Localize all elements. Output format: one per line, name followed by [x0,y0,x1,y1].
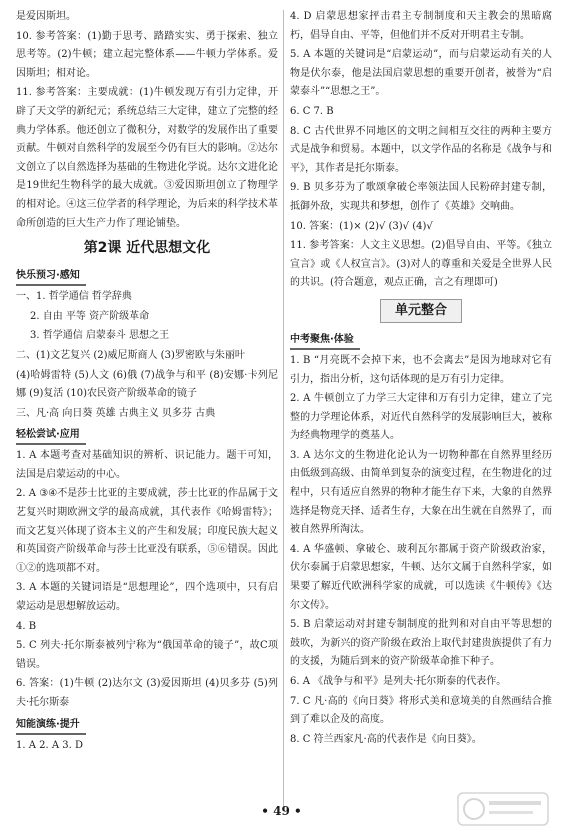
section-heading-practice: 知能演练·提升 [16,717,86,735]
answer-item: 6. 答案：(1)牛顿 (2)达尔文 (3)爱因斯坦 (4)贝多芬 (5)列夫·托尔斯泰 [16,678,278,708]
answer-item: 1. A 本题考查对基础知识的辨析、识记能力。题干可知，法国是启蒙运动的中心。 [16,450,278,480]
column-divider [283,10,284,810]
answer-10: 10. 参考答案：(1)勤于思考、踏踏实实、勇于探索、独立思考等。(2)牛顿；建立起完整体系——牛顿力学体系。爱因斯坦；相对论。 [16,30,278,79]
section-heading-exam: 中考聚焦·体验 [290,332,360,350]
answer-item: 5. B 启蒙运动对封建专制制度的批判和对自由平等思想的鼓吹，为新兴的资产阶级在政治上取代封建贵族提供了有力的支援，为随后到来的资产阶级革命推下种子。 [290,619,552,668]
answer-item: 2. A 牛顿创立了力学三大定律和万有引力定律，建立了完整的力学理论体系，对近代自然科学的发展影响巨大，被称为经典物理学的奠基人。 [290,393,552,442]
answer-item: 4. B [16,620,37,632]
answer-item: 3. A 达尔文的生物进化论认为一切物种都在自然界里经历由低级到高级、由简单到复杂的演变过程，在生物进化的过程中，只有适应自然界的物种才能生存下来，大象的自然界选择是物竞天择、适者生存，大象在出生就在自然界了，而被自然界所淘汰。 [290,449,552,536]
answer-item: 5. A 本题的关键词是“启蒙运动”，而与启蒙运动有关的人物是伏尔泰，他是法国启蒙思想的重要开创者，被誉为“启蒙泰斗”“思想之王”。 [290,49,552,98]
answer-item: 1. A 2. A 3. D [16,739,83,751]
lesson-title: 第2课 近代思想文化 [83,240,211,257]
section-heading-try: 轻松尝试·应用 [16,427,86,445]
answer-item: 4. D 启蒙思想家抨击君主专制制度和天主教会的黑暗腐朽，倡导自由、平等，但他们并不反对开明君主专制。 [290,11,552,41]
answer-item: 6. C 7. B [290,105,334,117]
watermark-logo [457,792,549,826]
answer-item: 2. A ③④不是莎士比亚的主要成就，莎士比亚的作品属于文艺复兴时期欧洲文学的最高成就，其代表作《哈姆雷特》；而文艺复兴体现了资本主义的产生和发展；印度民族大起义和英国资产阶级革命与莎士比亚没有联系，⑤⑥错误。因此①②的选项都不对。 [16,488,278,574]
answer-item: 11. 参考答案：人文主义思想。(2)倡导自由、平等。《独立宣言》或《人权宣言》。(3)对人的尊重和关爱是全世界人民的共识。(符合题意，观点正确，言之有理即可) [290,240,552,289]
section-heading-preview: 快乐预习·感知 [16,268,86,286]
answer-item: 5. C 列夫·托尔斯泰被列宁称为“俄国革命的镜子”，故C项错误。 [16,640,278,670]
answer-item: 10. 答案：(1)× (2)√ (3)√ (4)√ [290,220,433,232]
preview-item: 3. 哲学通信 启蒙泰斗 思想之王 [30,330,170,342]
preview-item: 三、凡·高 向日葵 英雄 古典主义 贝多芬 古典 [16,407,216,419]
preview-item: (4)哈姆雷特 (5)人文 (6)俄 (7)战争与和平 (8)安娜·卡列尼娜 (9)复活 (10)农民资产阶级革命的镜子 [16,369,278,400]
answer-item: 6. A 《战争与和平》是列夫·托尔斯泰的代表作。 [290,676,507,687]
preview-item: 2. 自由 平等 资产阶级革命 [30,310,150,322]
answer-item: 9. B 贝多芬为了歌颂拿破仑率领法国人民粉碎封建专制，抵御外敌，实现共和梦想，创作了《英雄》交响曲。 [290,182,552,212]
answer-item: 8. C 古代世界不同地区的文明之间相互交往的两种主要方式是战争和贸易。本题中，以文学作品的名称是《战争与和平》，其作者是托尔斯泰。 [290,125,552,174]
answer-item: 4. A 华盛顿、拿破仑、玻利瓦尔都属于资产阶级政治家，伏尔泰属于启蒙思想家，牛顿、达尔文属于自然科学家，如果要了解近代欧洲科学家的成就，可以选读《牛顿传》《达尔文传》。 [290,543,552,611]
page-number: • 49 • [261,804,302,818]
preview-item: 二、(1)文艺复兴 (2)威尼斯商人 (3)罗密欧与朱丽叶 [16,349,245,361]
answer-item: 7. C 凡·高的《向日葵》将形式美和意境美的自然画结合推到了难以企及的高度。 [290,695,552,726]
answer-item: 3. A 本题的关键词语是“思想理论”，四个选项中，只有启蒙运动是思想解放运动。 [16,582,278,613]
answer-item: 1. B “月亮既不会掉下来，也不会离去”是因为地球对它有引力，指出分析，这句话体现的是万有引力定律。 [290,354,552,385]
answer-item: 8. C 符兰西家凡·高的代表作是《向日葵》。 [290,733,482,745]
unit-title: 单元整合 [380,299,462,323]
answer-11: 11. 参考答案：主要成就：(1)牛顿发现万有引力定律，开辟了天文学的新纪元；系统总结三大定律，建立了完整的经典力学体系。他还创立了微积分，对数学的发展作出了重要贡献。牛顿对自然科学的发展至今仍有巨大的影响。②达尔文创立了以自然选择为基础的生物进化学说。达尔文进化论是19世纪生物科学的最大成就。③爱因斯坦创立了物理学的相对论。④这三位学者的科学理论，为后来的科学技术革命所创造的巨大生产力作了理论铺垫。 [16,87,278,229]
answer-line: 是爱因斯坦。 [16,11,76,22]
left-column [16,8,278,756]
right-column [290,8,552,750]
preview-item: 一、1. 哲学通信 哲学辞典 [16,291,132,303]
